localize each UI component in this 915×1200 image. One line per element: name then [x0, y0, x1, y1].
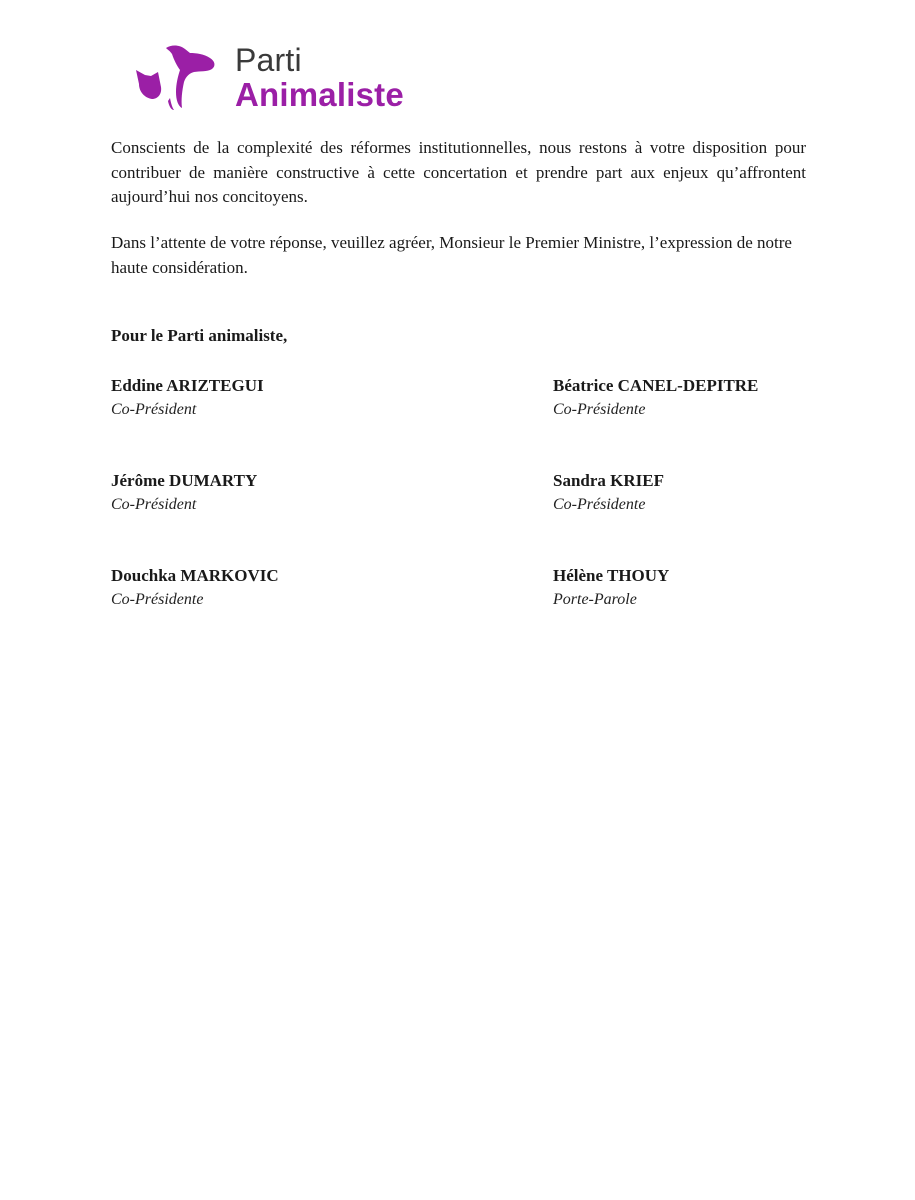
signatory-role: Co-Présidente [553, 496, 646, 513]
signatory-name: Béatrice CANEL-DEPITRE [553, 376, 759, 395]
signatory-block [553, 469, 873, 517]
signatory-name: Eddine ARIZTEGUI [111, 376, 264, 395]
signatory-name: Jérôme DUMARTY [111, 471, 258, 490]
logo-word-animaliste: Animaliste [235, 76, 404, 113]
paragraph-availability: Conscients de la complexité des réformes institutionnelles, nous restons à votre disposition pour contribuer de manière constructive à cette concertation et prendre part aux enjeux qu’affrontent aujourd’hui nos concitoyens. [111, 138, 806, 206]
signatory-role: Co-Président [111, 401, 197, 418]
party-logo [130, 42, 440, 114]
signatory-block [111, 564, 431, 612]
signatory-name: Sandra KRIEF [553, 471, 664, 490]
signatory-block [111, 374, 431, 422]
closing-line: Pour le Parti animaliste, [111, 326, 288, 345]
signatory-role: Co-Présidente [111, 591, 204, 608]
animal-silhouette-icon [130, 42, 222, 114]
signatory-block [553, 374, 873, 422]
logo-wordmark [235, 44, 404, 111]
signatory-role: Co-Présidente [553, 401, 646, 418]
signatory-block [111, 469, 431, 517]
logo-word-parti: Parti [235, 42, 302, 78]
signatory-block [553, 564, 873, 612]
signatory-name: Douchka MARKOVIC [111, 566, 279, 585]
paragraph-salutation: Dans l’attente de votre réponse, veuillez agréer, Monsieur le Premier Ministre, l’expression de notre haute considération. [111, 233, 792, 277]
signatory-role: Porte-Parole [553, 591, 637, 608]
signatory-name: Hélène THOUY [553, 566, 670, 585]
signatory-role: Co-Président [111, 496, 197, 513]
